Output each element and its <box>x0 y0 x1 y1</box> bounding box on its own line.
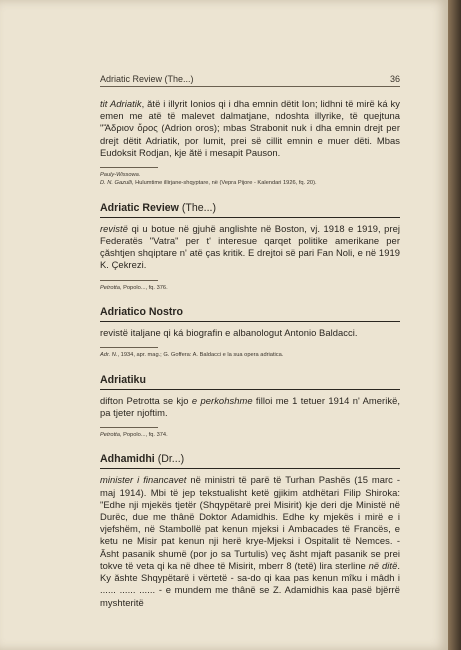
running-head-title: Adriatic Review (The...) <box>100 74 194 84</box>
entry-heading: Adriatic Review (The...) <box>100 202 400 218</box>
entry-body: revistë qi u botue në gjuhë anglishte në Boston, vj. 1918 e 1919, prej Federatës "Vatra" per t' interesue qarqet politike amerikane per çăshtjen shqiptare n' atë ças kritik. E drejtoi së pari Fan Noli, e në 1919 K. Çekrezi. <box>100 222 400 271</box>
entry <box>100 306 400 360</box>
entry <box>100 453 400 608</box>
entry-body: minister i financavet në ministri të parë të Turhan Pashës (15 marc - maj 1914). Mbi të jep tekstualisht ketë gjikim atdhëtari Filip Shiroka: "Edhe nji mjekës tjetër (Shqypëtarë prei Misirit) kje deri dje Ministë në Durëc, due me thânë Doktor Adamidhis. Edhe ky mjekës i mirë e i vjefshëm, në Stambollë pat kenun mjeksi i Ambacades të Francës, e ketu ne Misir pat kenun nji herë krye-Mjeksi i Ospitalit të Nemces. - Ăsht pasanik shumë (por jo sa Turtulis) veç ăsht mjaft pasanik se prei tokve të veta qi ka në dhee të Misirit, mberr 8 (tetë) lira sterline në ditë. Ky ăshte Shqypëtarë i vërtetë - sa-do qi kaa pas kenun mîku i mâdh i ...... ...... ...... - e mundem me thânë se Z. Adamidhis kaa pasë bjërrë myshteritë <box>100 474 401 608</box>
entry-body: revistë italjane qi ká biografin e albanologut Antonio Baldacci. <box>100 327 358 339</box>
entry-source: Adr. N., 1934, apr. mag.; G. Goffera: A. Baldacci e la sua opera adriatica. <box>100 352 284 359</box>
entry-heading: Adhamidhi (Dr...) <box>100 453 400 469</box>
running-head <box>100 74 400 87</box>
entry-source: Petrotta, Popolo..., fq. 376. <box>100 284 168 291</box>
continuation-source: Pauly-Wissowa. D. N. Gazulli, Hulumtime illirjane-shqyptare, në (Vepra Pijore - Kalendari 1926, fq. 20). <box>100 172 317 187</box>
source-rule <box>100 167 158 168</box>
entry-source: Petrotta, Popolo..., fq. 374. <box>100 432 168 439</box>
entry <box>100 202 400 292</box>
continuation-text: tit Adriatik, ătë i illyrit Ionios qi i dha emnin dëtit Ion; lidhni të mirë ká ky emen me atë të malevet dalmatjane, ndoshta illyrike, të quejtuna "Ἄδριον ὄρος (Adrion oros); mbas Strabonit nuk i dha emnin drejt per drejt dëtit Adriatik, por lumit, prei së cillit emnin e muer dëti. Mbas Eudoksit Rodjan, kje ătë i mesapit Pauson. <box>100 98 400 158</box>
page-content <box>100 74 400 609</box>
source-rule <box>100 347 158 348</box>
entry <box>100 374 400 440</box>
entry-body: difton Petrotta se kjo e perkohshme filloi me 1 tetuer 1914 n' Amerikë, pa tjeter njoftim. <box>100 394 400 418</box>
page-number: 36 <box>389 74 400 84</box>
source-rule <box>100 427 158 428</box>
entry-heading: Adriatiku <box>100 374 400 390</box>
entry-heading: Adriatico Nostro <box>100 306 400 322</box>
next-page-edge <box>448 0 461 650</box>
source-rule <box>100 280 158 281</box>
